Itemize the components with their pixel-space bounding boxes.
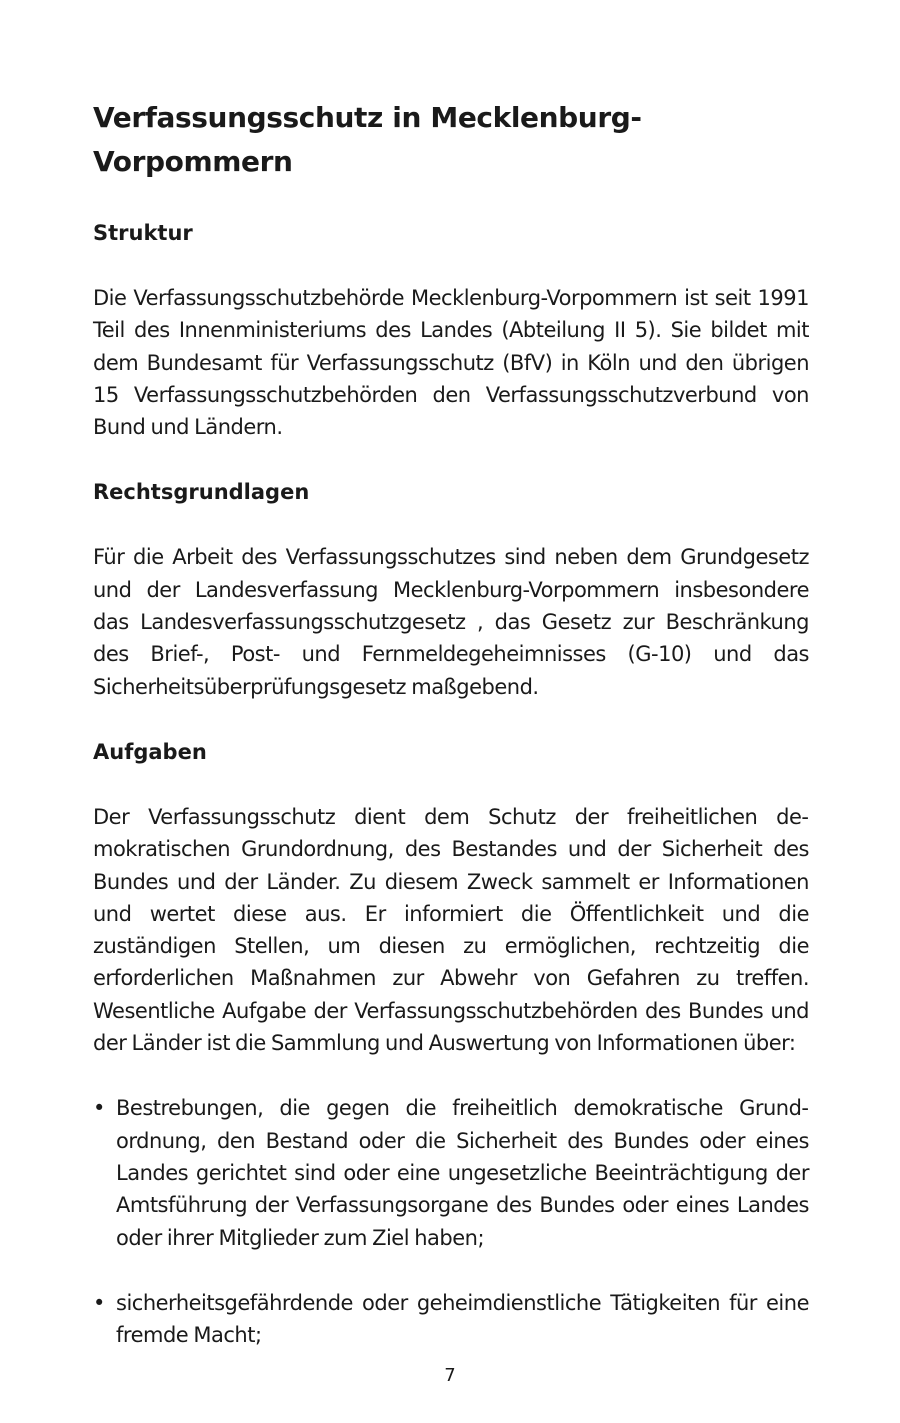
list-item — [93, 1287, 809, 1352]
section-heading-rechtsgrundlagen: Rechtsgrundlagen — [93, 480, 310, 505]
section-rechtsgrundlagen — [93, 476, 809, 702]
list-item-text: sicherheitsgefährdende oder geheimdienstliche Tätigkeiten für eine fremde Macht; — [116, 1290, 809, 1348]
section-paragraph-rechtsgrundlagen: Für die Arbeit des Verfassungsschutzes sind neben dem Grundgesetz und der Landesverfassung Mecklenburg-Vorpommern insbesondere das Landesverfassungsschutzgesetz , das Gesetz zur Beschränkung des Brief-, Post- und Fernmeldegeheimnisses (G-10) und das Sicherheitsüberprüfungsgesetz maßgebend. — [93, 545, 809, 699]
list-item-text: Bestrebungen, die gegen die freiheitlich demokratische Grundordnung, den Bestand oder die Sicherheit des Bundes oder eines Landes gerichtet sind oder eine ungesetzliche Beeinträchtigung der Amtsführung der Verfassungsorgane des Bundes oder eines Landes oder ihrer Mitglieder zum Ziel haben; — [116, 1096, 809, 1250]
section-paragraph-struktur: Die Verfassungsschutzbehörde Mecklenburg-Vorpommern ist seit 1991 Teil des Innenministeriums des Landes (Abteilung II 5). Sie bildet mit dem Bundesamt für Verfassungsschutz (BfV) in Köln und den übrigen 15 Verfassungsschutzbehörden den Verfassungsschutzverbund von Bund und Ländern. — [93, 286, 809, 440]
section-heading-aufgaben: Aufgaben — [93, 739, 207, 764]
section-heading-struktur: Struktur — [93, 221, 193, 245]
page-number: 7 — [444, 1365, 456, 1386]
list-item — [93, 1092, 809, 1253]
section-struktur — [93, 217, 809, 443]
page-title: Verfassungsschutz in Mecklenburg-Vorpommern — [93, 101, 642, 178]
section-paragraph-aufgaben: Der Verfassungsschutz dient dem Schutz der freiheitlichen demokratischen Grundordnung, des Bestandes und der Sicherheit des Bundes und der Länder. Zu diesem Zweck sammelt er Informationen und wertet diese aus. Er informiert die Öffentlichkeit und die zuständigen Stellen, um diesen zu ermöglichen, rechtzeitig die erforderlichen Maßnahmen zur Abwehr von Gefahren zu treffen. Wesentliche Aufgabe der Verfassungsschutzbehörden des Bundes und der Länder ist die Sammlung und Auswertung von Informationen über: — [93, 804, 809, 1056]
bullet-icon: • — [93, 1290, 105, 1315]
bullet-icon: • — [93, 1096, 105, 1121]
section-aufgaben — [93, 736, 809, 1351]
bullet-list — [93, 1092, 809, 1351]
document-page — [93, 96, 809, 1384]
